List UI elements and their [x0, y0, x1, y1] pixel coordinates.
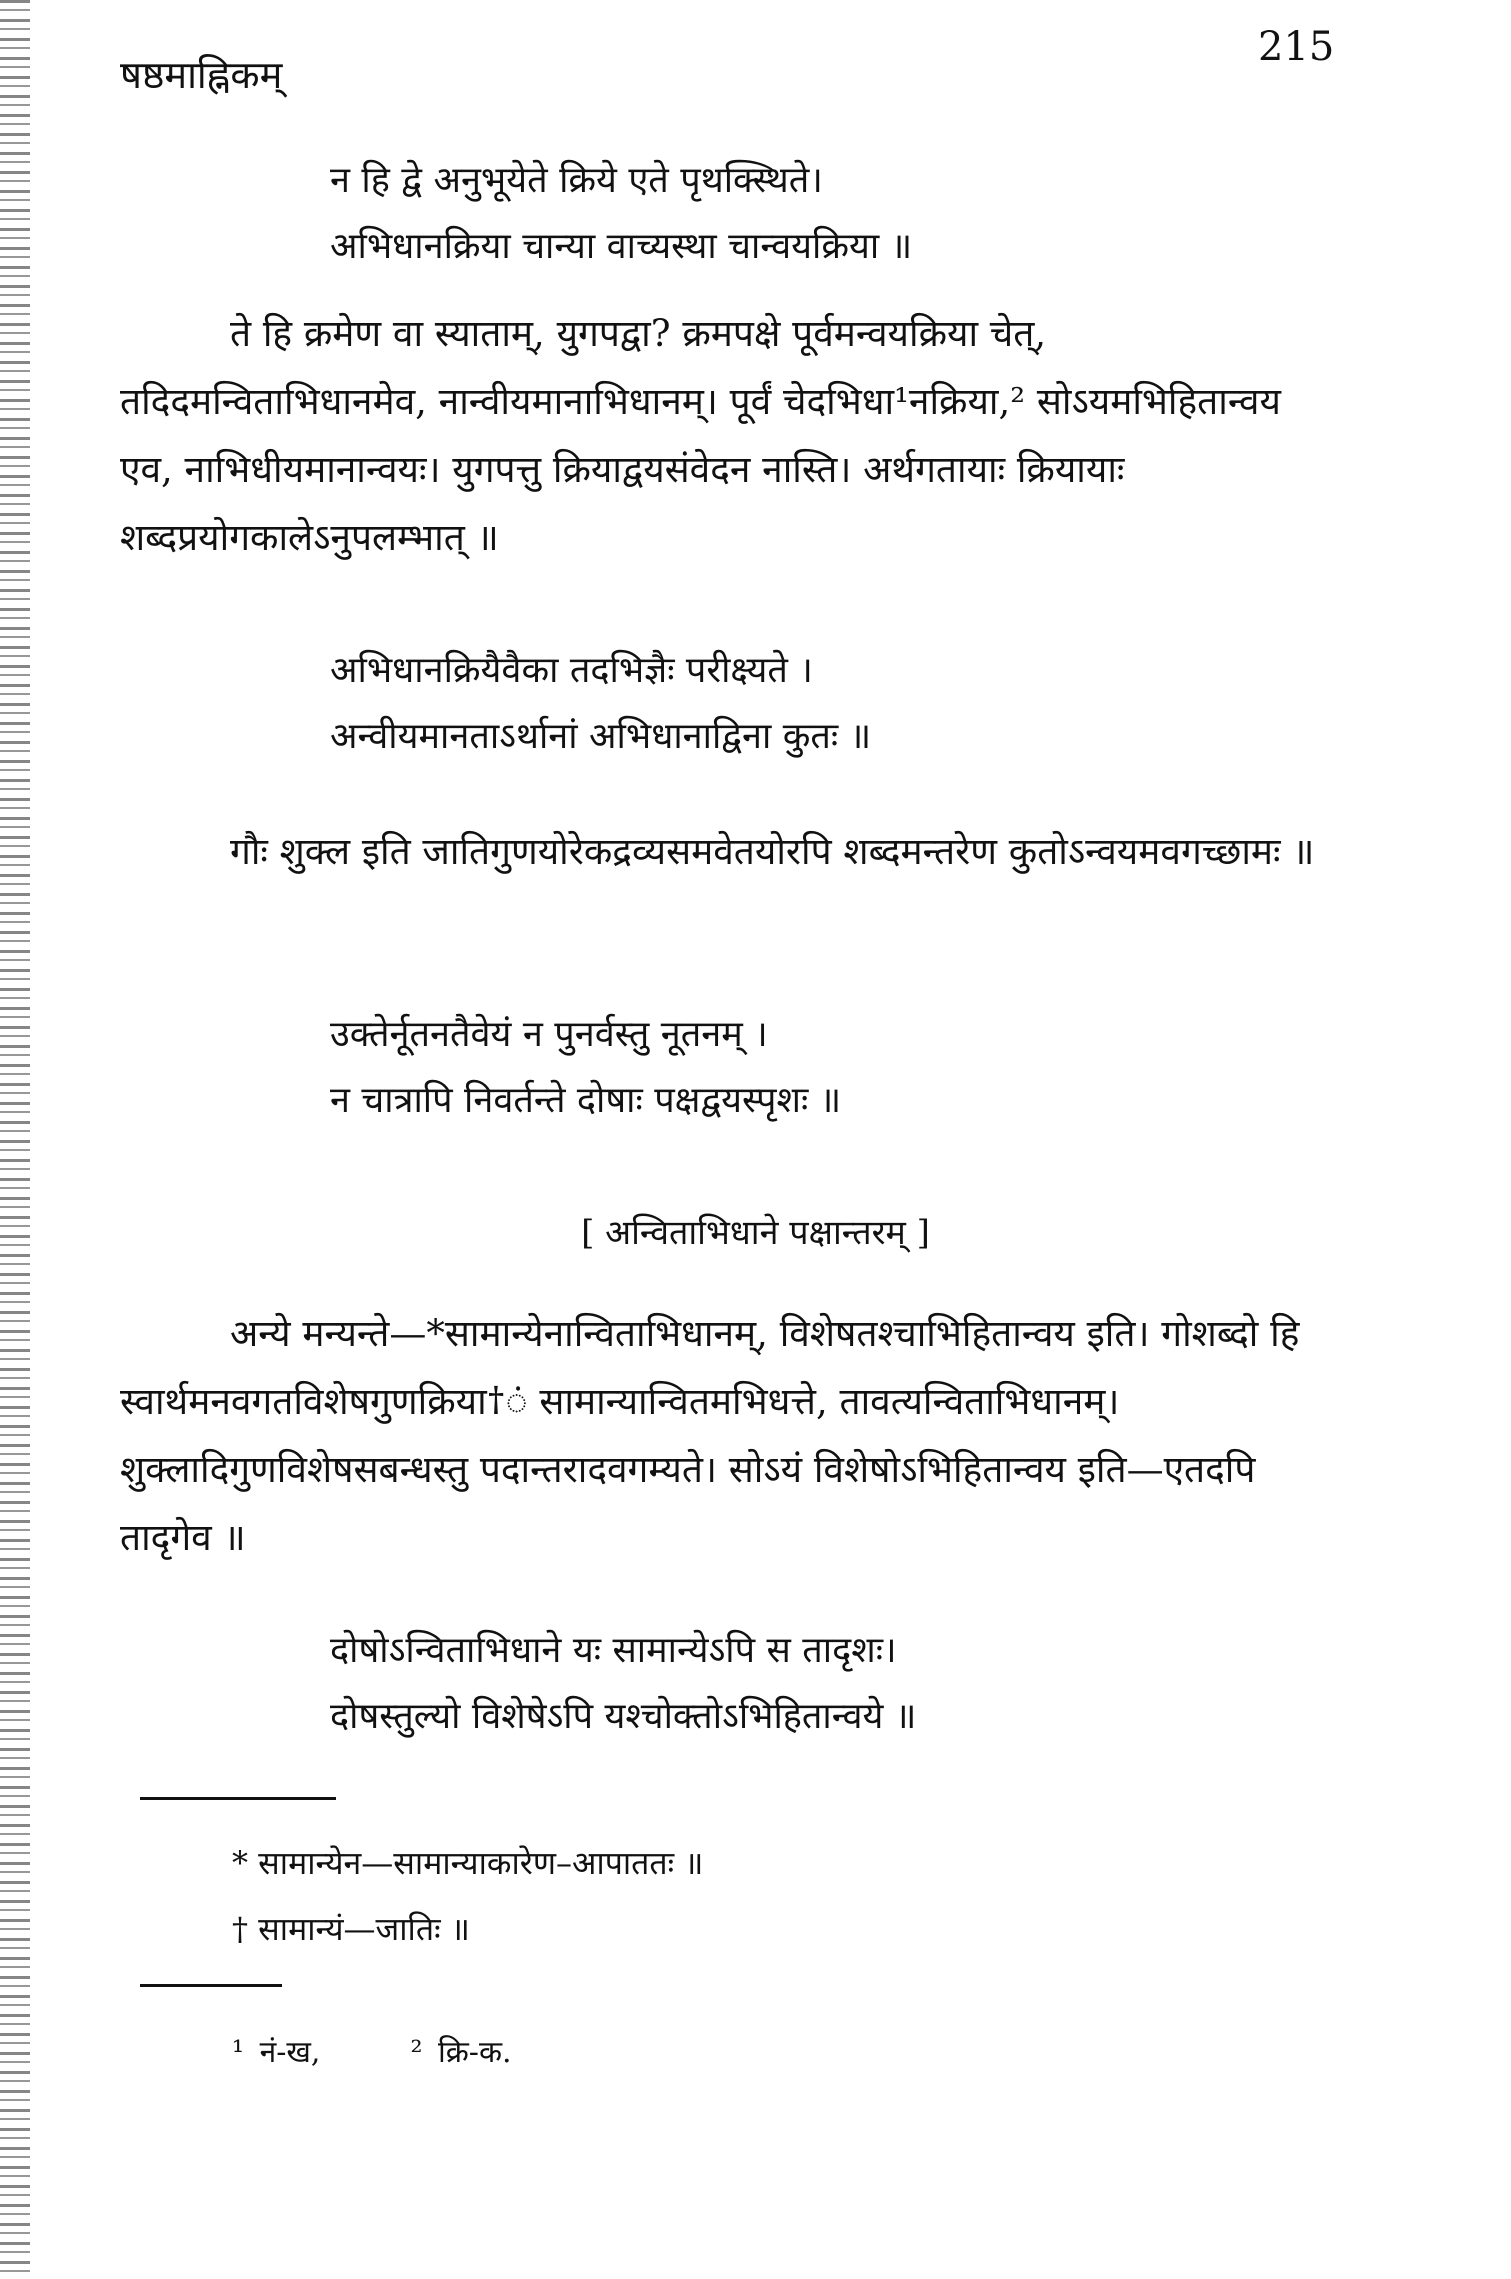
- verse-block-3: [330, 1002, 841, 1134]
- verse-block-2: [330, 638, 871, 770]
- verse-line: दोषस्तुल्यो विशेषेऽपि यश्चोक्तोऽभिहितान्वये ॥: [330, 1696, 917, 1737]
- section-heading: [ अन्विताभिधाने पक्षान्तरम् ]: [581, 1213, 930, 1253]
- paragraph-text: गौः शुक्ल इति जातिगुणयोरेकद्रव्यसमवेतयोरपि शब्दमन्तरेण कुतोऽन्वयमवगच्छामः ॥: [230, 830, 1315, 873]
- paragraph-text: ते हि क्रमेण वा स्याताम्, युगपद्वा? क्रमपक्षे पूर्वमन्वयक्रिया चेत्, तदिदमन्विताभिधानमेव, नान्वीयमानाभिधानम्। पूर्वं चेदभिधा¹नक्रिया,² सोऽयमभिहितान्वय एव, नाभिधीयमानान्वयः। युगपत्तु क्रियाद्वयसंवेदन नास्ति। अर्थगतायाः क्रियायाः शब्दप्रयोगकालेऽनुपलम्भात् ॥: [120, 312, 1281, 559]
- footnote: † सामान्यं—जातिः ॥: [232, 1910, 470, 1948]
- paragraph-text: अन्ये मन्यन्ते—*सामान्येनान्विताभिधानम्, विशेषतश्चाभिहितान्वय इति। गोशब्दो हि स्वार्थमनवगतविशेषगुणक्रिया†ं सामान्यान्वितमभिधत्ते, तावत्यन्विताभिधानम्। शुक्लादिगुणविशेषसबन्धस्तु पदान्तरादवगम्यते। सोऽयं विशेषोऽभिहितान्वय इति—एतदपि तादृगेव ॥: [120, 1312, 1300, 1559]
- paragraph-3: [120, 1300, 1340, 1572]
- running-header: षष्ठमाह्निकम्: [120, 53, 283, 97]
- page-number: 215: [1258, 24, 1335, 70]
- paragraph-1: [120, 300, 1340, 572]
- verse-line: न चात्रापि निवर्तन्ते दोषाः पक्षद्वयस्पृशः ॥: [330, 1080, 842, 1121]
- variant-separator: [140, 1984, 282, 1987]
- verse-block-4: [330, 1618, 916, 1750]
- verse-line: अभिधानक्रियैवैका तदभिज्ञैः परीक्ष्यते ।: [330, 650, 813, 691]
- verse-line: दोषोऽन्विताभिधाने यः सामान्येऽपि स तादृशः।: [330, 1630, 897, 1671]
- verse-line: उक्तेर्नूतनतैवेयं न पुनर्वस्तु नूतनम् ।: [330, 1014, 768, 1055]
- verse-line: न हि द्वे अनुभूयेते क्रिये एते पृथक्स्थिते।: [330, 160, 823, 201]
- footnotes: [232, 1830, 703, 1962]
- verse-line: अन्वीयमानताऽर्थानां अभिधानाद्विना कुतः ॥: [330, 716, 872, 757]
- verse-block-1: [330, 148, 912, 280]
- footnote: * सामान्येन—सामान्याकारेण–आपाततः ॥: [232, 1844, 704, 1882]
- footnote-separator: [140, 1797, 336, 1800]
- variant-readings: [232, 2030, 512, 2071]
- verse-line: अभिधानक्रिया चान्या वाच्यस्था चान्वयक्रिया ॥: [330, 226, 913, 267]
- variant-note: ² क्रि-क.: [410, 2035, 512, 2070]
- variant-note: ¹ नं-ख,: [232, 2035, 321, 2070]
- scanned-page-edge: [0, 0, 30, 2279]
- paragraph-2: [120, 818, 1340, 886]
